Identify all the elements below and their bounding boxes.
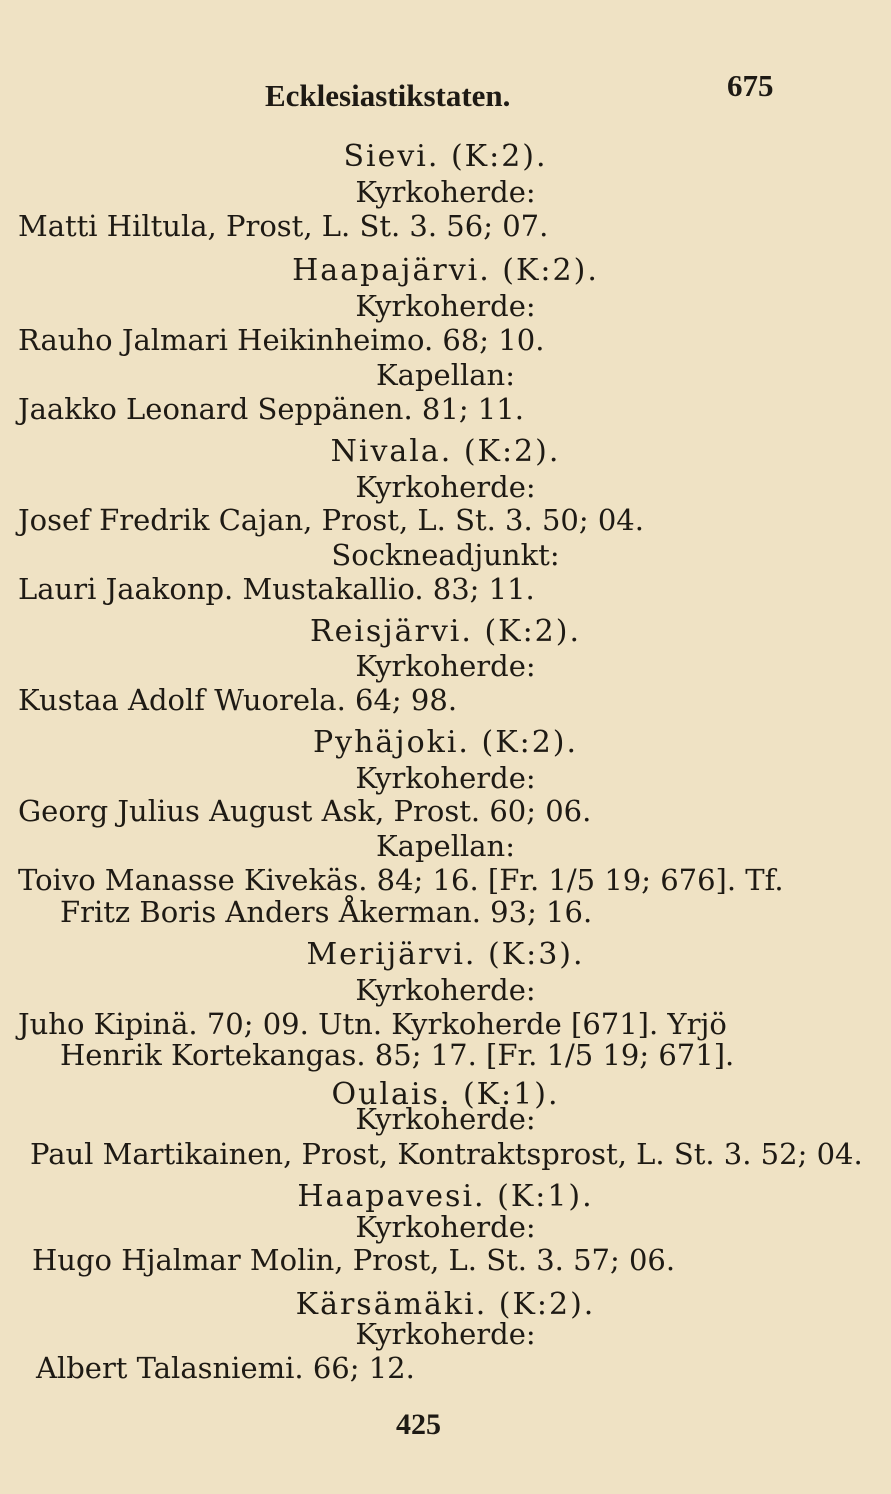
role-heading: Kyrkoherde: [355,649,536,683]
role-heading: Sockneadjunkt: [331,538,560,572]
clergy-entry: Josef Fredrik Cajan, Prost, L. St. 3. 50; 04. [18,503,644,537]
parish-heading: Sievi. (K:2). [343,139,548,174]
parish-heading: Merijärvi. (K:3). [306,937,585,972]
parish-heading: Oulais. (K:1). [331,1077,560,1112]
parish-heading: Reisjärvi. (K:2). [309,614,582,649]
role-heading: Kyrkoherde: [355,973,536,1007]
signature-mark: 425 [396,1408,441,1441]
role-heading: Kyrkoherde: [355,1210,536,1244]
clergy-entry: Jaakko Leonard Seppänen. 81; 11. [18,392,524,426]
clergy-entry: Juho Kipinä. 70; 09. Utn. Kyrkoherde [671]. Yrjö [18,1007,727,1041]
parish-heading: Haapavesi. (K:1). [297,1179,594,1214]
role-heading: Kyrkoherde: [355,470,536,504]
clergy-entry: Matti Hiltula, Prost, L. St. 3. 56; 07. [18,209,549,243]
page-number: 675 [727,68,774,103]
clergy-entry: Rauho Jalmari Heikinheimo. 68; 10. [18,323,545,357]
role-heading: Kapellan: [376,358,515,392]
clergy-entry: Lauri Jaakonp. Mustakallio. 83; 11. [18,572,535,606]
clergy-entry: Henrik Kortekangas. 85; 17. [Fr. 1/5 19; 671]. [60,1038,735,1072]
clergy-entry: Albert Talasniemi. 66; 12. [36,1351,415,1385]
role-heading: Kyrkoherde: [355,289,536,323]
role-heading: Kyrkoherde: [355,1317,536,1351]
parish-heading: Pyhäjoki. (K:2). [312,725,579,760]
clergy-entry: Paul Martikainen, Prost, Kontraktsprost, L. St. 3. 52; 04. [30,1137,863,1171]
running-head: Ecklesiastikstaten. [265,78,511,113]
role-heading: Kyrkoherde: [355,761,536,795]
role-heading: Kapellan: [376,829,515,863]
parish-heading: Nivala. (K:2). [330,434,561,469]
clergy-entry: Georg Julius August Ask, Prost. 60; 06. [18,794,592,828]
parish-heading: Haapajärvi. (K:2). [292,253,599,288]
clergy-entry: Toivo Manasse Kivekäs. 84; 16. [Fr. 1/5 19; 676]. Tf. [18,863,784,897]
clergy-entry: Hugo Hjalmar Molin, Prost, L. St. 3. 57; 06. [32,1243,676,1277]
role-heading: Kyrkoherde: [355,175,536,209]
clergy-entry: Fritz Boris Anders Åkerman. 93; 16. [60,895,593,929]
parish-heading: Kärsämäki. (K:2). [295,1287,596,1322]
role-heading: Kyrkoherde: [355,1102,536,1136]
clergy-entry: Kustaa Adolf Wuorela. 64; 98. [18,683,458,717]
